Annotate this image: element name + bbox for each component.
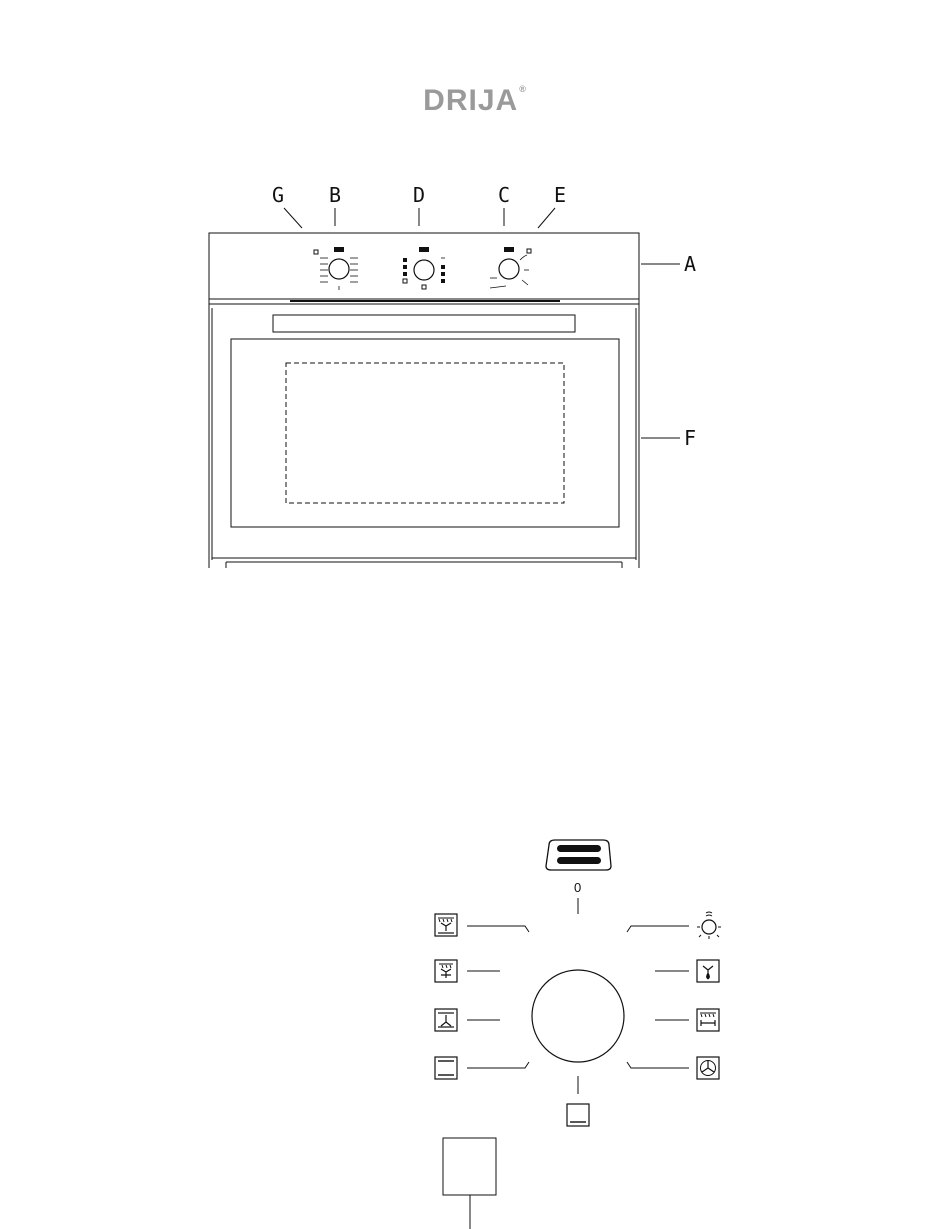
brand-registered-mark: ®	[519, 84, 527, 94]
oven-front	[209, 233, 639, 568]
callout-a: A	[684, 252, 697, 276]
brand-name: DRIJA	[423, 84, 519, 117]
leader-e	[538, 208, 555, 228]
grill-fan-icon	[435, 960, 457, 982]
door-glass	[231, 339, 619, 527]
function-dial-detail	[435, 840, 721, 1229]
knob-b	[314, 247, 358, 290]
top-bottom-heat-fan-grill-icon	[435, 914, 457, 936]
bottom-heat-icon	[567, 1104, 589, 1126]
callout-d: D	[413, 183, 426, 207]
knob-d	[403, 247, 445, 289]
dial-zero-label: 0	[574, 880, 582, 895]
inner-glass-window	[286, 363, 564, 503]
callout-f: F	[684, 426, 697, 450]
knob-c	[490, 247, 531, 288]
oven-lamp-icon	[697, 912, 721, 939]
top-bottom-heat-icon	[435, 1057, 457, 1079]
ring-fan-icon	[697, 1057, 719, 1079]
dial-knob-grip	[546, 840, 611, 870]
callout-g: G	[272, 183, 285, 207]
defrost-icon	[697, 960, 719, 982]
callout-c: C	[498, 183, 511, 207]
full-grill-icon	[697, 1009, 719, 1031]
callout-e: E	[554, 183, 567, 207]
door-handle	[273, 315, 575, 332]
callout-b: B	[329, 183, 342, 207]
inset-box	[443, 1138, 496, 1195]
dial-circle	[532, 970, 624, 1062]
callout-leaders	[284, 208, 680, 438]
leader-g	[284, 208, 302, 228]
bottom-heat-fan-icon	[435, 1009, 457, 1031]
